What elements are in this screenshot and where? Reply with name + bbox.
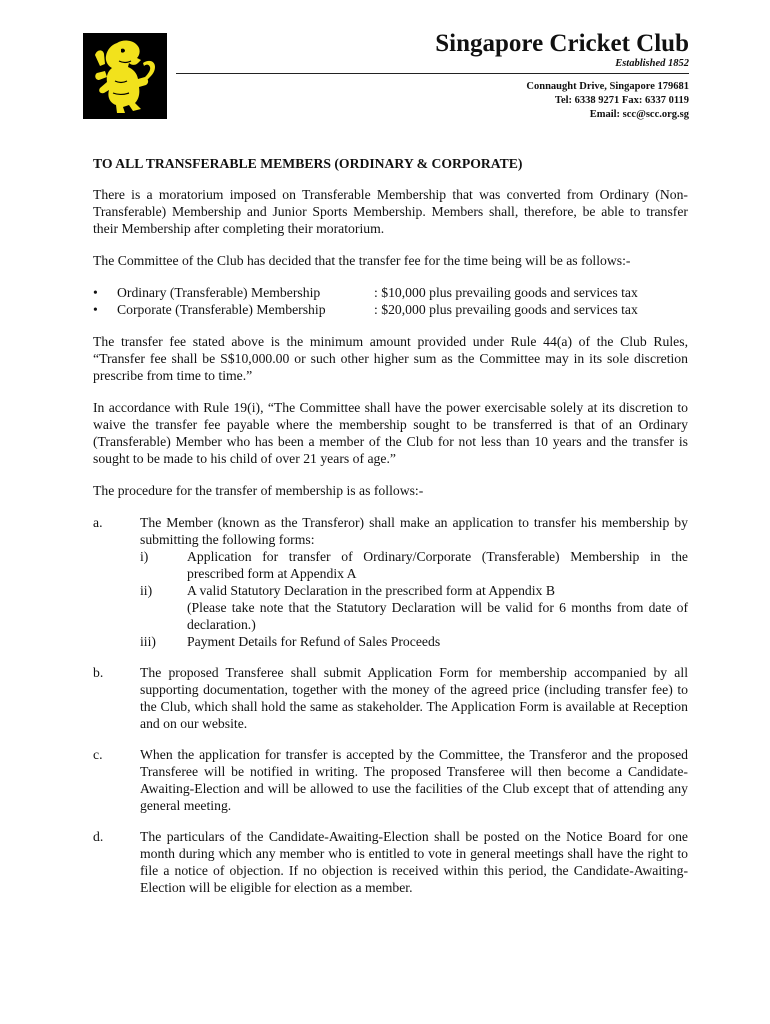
procedure-step-d	[93, 828, 688, 896]
established-date: Established 1852	[615, 58, 689, 69]
address: Connaught Drive, Singapore 179681	[526, 81, 689, 92]
sub-content	[187, 582, 688, 633]
step-text: When the application for transfer is accepted by the Committee, the Transferor and the proposed Transferee will be notified in writing. The proposed Transferee will then become a Candidate-Awaiting-Election and will be allowed to use the facilities of the Club except that of attending any general meeting.	[140, 747, 688, 813]
bullet: •	[93, 285, 98, 300]
step-text: The proposed Transferee shall submit Application Form for membership accompanied by all supporting documentation, together with the money of the agreed price (including transfer fee) to the Club, which shall hold the same as stakeholder. The Application Form is available at Reception and on our website.	[140, 665, 688, 731]
club-name: Singapore Cricket Club	[435, 30, 689, 57]
fee-membership-type: Corporate (Transferable) Membership	[117, 302, 326, 317]
step-letter: b.	[93, 665, 104, 680]
step-letter: c.	[93, 747, 103, 762]
step-content	[140, 514, 688, 650]
email: Email: scc@scc.org.sg	[589, 109, 689, 120]
bullet: •	[93, 302, 98, 317]
sub-number: iii)	[140, 634, 156, 649]
fee-amount: : $10,000 plus prevailing goods and services tax	[374, 285, 638, 300]
sub-text: Application for transfer of Ordinary/Corporate (Transferable) Membership in the prescribed form at Appendix A	[187, 549, 688, 581]
paragraph-moratorium: There is a moratorium imposed on Transferable Membership that was converted from Ordinary (Non-Transferable) Membership and Junior Sports Membership. Members shall, therefore, be able to transfer their Membership after completing their moratorium.	[93, 187, 688, 236]
notice-heading: TO ALL TRANSFERABLE MEMBERS (ORDINARY & CORPORATE)	[93, 156, 523, 171]
procedure-step-a	[93, 514, 688, 650]
sub-number: ii)	[140, 583, 153, 598]
sub-text: Payment Details for Refund of Sales Proceeds	[187, 634, 441, 649]
fee-item	[93, 284, 688, 301]
fee-list	[93, 284, 688, 318]
step-text: The particulars of the Candidate-Awaiting-Election shall be posted on the Notice Board for one month during which any member who is entitled to vote in general meetings shall have the right to file a notice of objection. If no objection is received within this period, the Candidate-Awaiting-Election will be eligible for election as a member.	[140, 829, 688, 895]
paragraph-rule-19: In accordance with Rule 19(i), “The Committee shall have the power exercisable solely at its discretion to waive the transfer fee payable where the membership sought to be transferred is that of an Ordinary (Transferable) Member who has been a member of the Club for not less than 10 years and the transfer is sought to be made to his child of over 21 years of age.”	[93, 400, 688, 466]
fee-amount: : $20,000 plus prevailing goods and services tax	[374, 302, 638, 317]
paragraph-procedure-intro: The procedure for the transfer of membership is as follows:-	[93, 483, 424, 498]
step-letter: a.	[93, 515, 103, 530]
step-letter: d.	[93, 829, 104, 844]
sub-item	[140, 548, 688, 582]
procedure-step-c	[93, 746, 688, 814]
sub-number: i)	[140, 549, 149, 564]
contact-block	[526, 80, 689, 122]
sub-item	[140, 633, 688, 650]
sub-text: A valid Statutory Declaration in the prescribed form at Appendix B	[187, 583, 555, 598]
club-logo	[83, 33, 167, 119]
letter-body	[93, 155, 688, 910]
lion-crest-icon	[83, 33, 167, 119]
tel-fax: Tel: 6338 9271 Fax: 6337 0119	[554, 95, 689, 106]
fee-membership-type: Ordinary (Transferable) Membership	[117, 285, 321, 300]
sub-item	[140, 582, 688, 633]
sub-note: (Please take note that the Statutory Declaration will be valid for 6 months from date of declaration.)	[187, 600, 688, 632]
paragraph-minimum-fee: The transfer fee stated above is the minimum amount provided under Rule 44(a) of the Club Rules, “Transfer fee shall be S$10,000.00 or such other higher sum as the Committee may in its sole discretion prescribe from time to time.”	[93, 334, 688, 383]
fee-item	[93, 301, 688, 318]
step-text: The Member (known as the Transferor) shall make an application to transfer his membership by submitting the following forms:	[140, 515, 688, 547]
letterhead-divider	[176, 73, 689, 74]
paragraph-fee-intro: The Committee of the Club has decided that the transfer fee for the time being will be as follows:-	[93, 253, 631, 268]
procedure-step-b	[93, 664, 688, 732]
